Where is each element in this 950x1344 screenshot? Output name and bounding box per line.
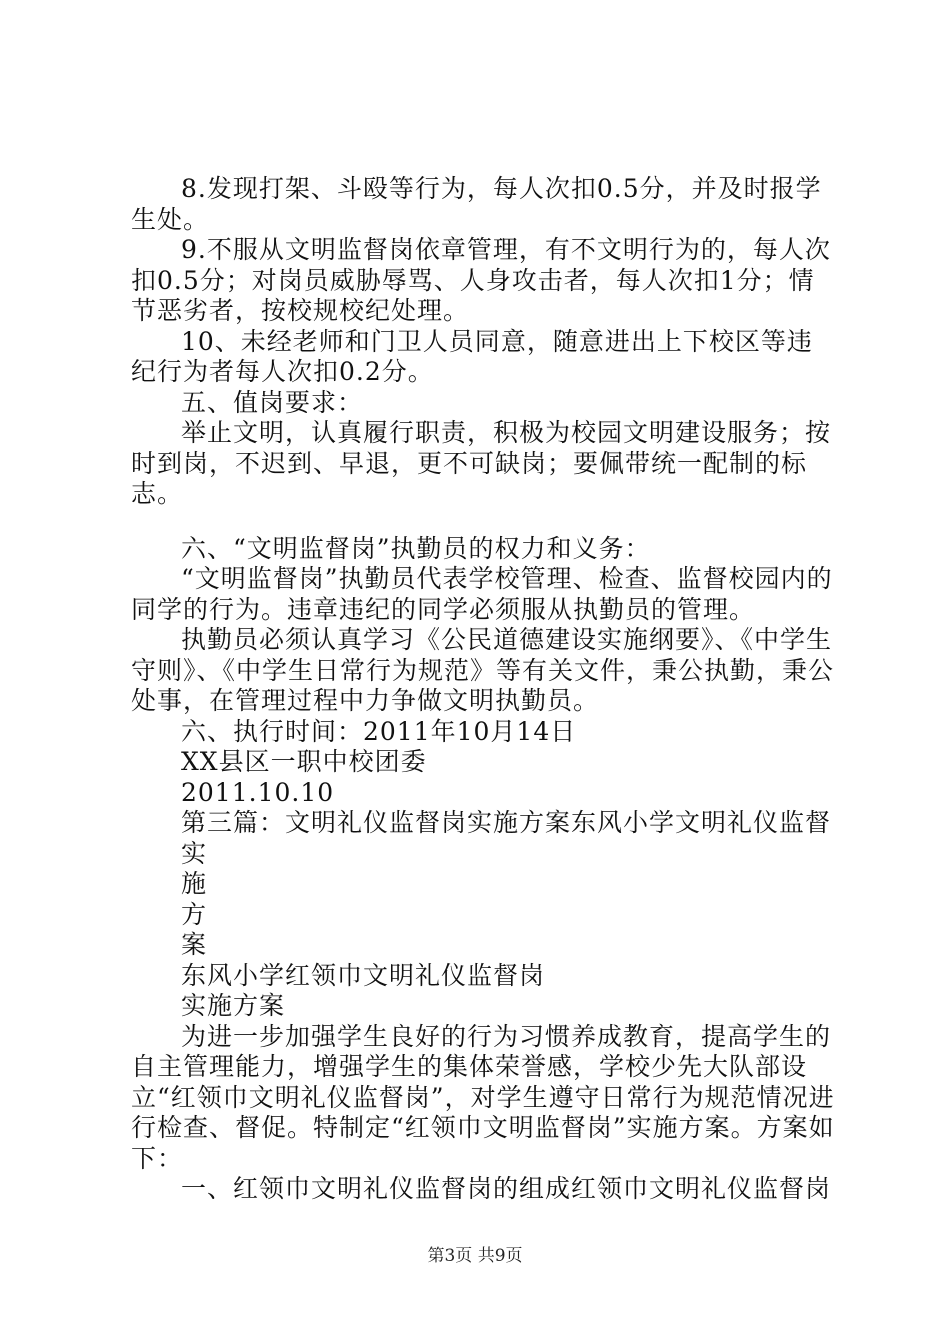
paragraph-rule-9: 9.不服从文明监督岗依章管理，有不文明行为的，每人次扣0.5分；对岗员威胁辱骂、人身攻击者，每人次扣1分；情节恶劣者，按校规校纪处理。	[131, 235, 831, 325]
paragraph-rule-8: 8.发现打架、斗殴等行为，每人次扣0.5分，并及时报学生处。	[131, 174, 822, 234]
heading-execution-time: 六、执行时间：2011年10月14日	[181, 716, 577, 746]
section-title-third: 第三篇：文明礼仪监督岗实施方案东风小学文明礼仪监督	[181, 808, 832, 837]
signature-date: 2011.10.10	[181, 777, 335, 807]
paragraph-duty-requirements: 举止文明，认真履行职责，积极为校园文明建设服务；按时到岗，不迟到、早退，更不可缺岗；要佩带统一配制的标志。	[131, 418, 832, 508]
plan-title: 东风小学红领巾文明礼仪监督岗	[181, 960, 546, 990]
heading-rights-duties: 六、“文明监督岗”执勤员的权力和义务：	[181, 533, 651, 563]
paragraph-intro: 为进一步加强学生良好的行为习惯养成教育，提高学生的自主管理能力，增强学生的集体荣誉感，学校少先大队部设立“红领巾文明礼仪监督岗”，对学生遵守日常行为规范情况进行检查、督促。特制定“红领巾文明监督岗”实施方案。方案如下：	[131, 1021, 835, 1173]
paragraph-rule-10: 10、未经老师和门卫人员同意，随意进出上下校区等违纪行为者每人次扣0.2分。	[131, 326, 813, 386]
document-body	[131, 174, 836, 1205]
paragraph-spacer	[131, 510, 836, 534]
signature-org: XX县区一职中校团委	[181, 747, 427, 776]
paragraph-composition: 一、红领巾文明礼仪监督岗的组成红领巾文明礼仪监督岗	[181, 1174, 832, 1203]
vertical-char-2: 施	[181, 869, 208, 898]
vertical-char-3: 方	[181, 899, 208, 929]
plan-subtitle: 实施方案	[181, 991, 286, 1020]
paragraph-study: 执勤员必须认真学习《公民道德建设实施纲要》、《中学生守则》、《中学生日常行为规范》等有关文件，秉公执勤，秉公处事，在管理过程中力争做文明执勤员。	[131, 625, 835, 715]
page-number: 第3页 共9页	[427, 1246, 523, 1266]
heading-duty-requirements: 五、值岗要求：	[181, 387, 364, 417]
vertical-char-4: 案	[181, 930, 208, 959]
vertical-char-1: 实	[181, 838, 208, 868]
paragraph-rights: “文明监督岗”执勤员代表学校管理、检查、监督校园内的同学的行为。违章违纪的同学必须服从执勤员的管理。	[131, 564, 833, 624]
